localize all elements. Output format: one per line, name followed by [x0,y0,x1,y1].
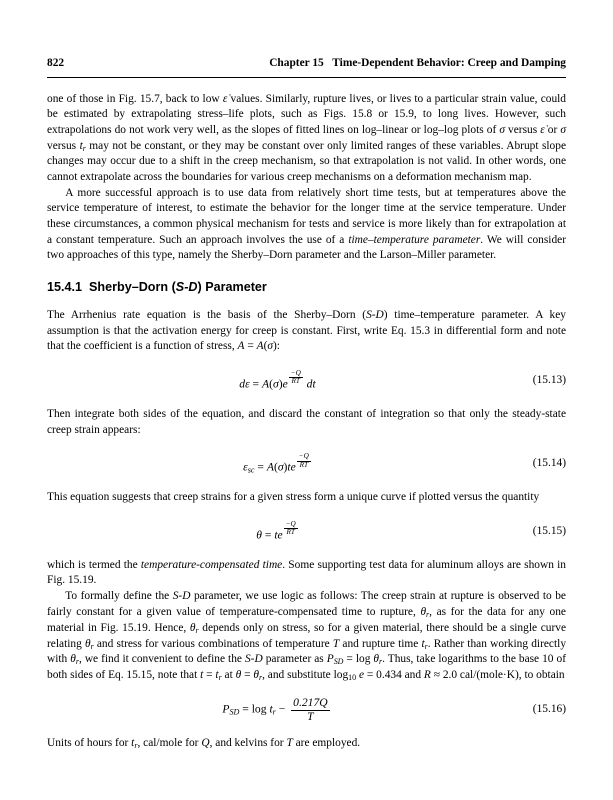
paragraph-arrhenius: The Arrhenius rate equation is the basis of the Sherby–Dorn (S-D) time–temperature parameter. A key assumption is that the activation energy for creep is constant. First, write Eq. 15.3 in differential form and note that the coefficient is a function of stress, A = A(σ): [47,309,566,353]
equation-number: (15.16) [532,703,566,716]
equation-number: (15.13) [532,374,566,387]
equation-body: θ = te $\frac{-Q}{RT}$ [256,519,296,542]
paragraph-temp-compensated-time: which is termed the temperature-compensated time. Some supporting test data for aluminum alloys are shown in Fig. 15.19. [47,558,566,587]
page-body [47,92,566,753]
paragraph-extrapolation: one of those in Fig. 15.7, back to low ε̇ values. Similarly, rupture lives, or lives to a particular strain value, could be estimated by extrapolating stress–life plots, such as Figs. 15.8 or 15.9, to long lives. However, such extrapolations do not work very well, as the slopes of fitted lines on log–linear or log–log plots of σ versus ε̇ or σ versus tr may not be constant, or they may be constant over only limited ranges of these variables. Abrupt slope changes may occur due to a shift in the creep mechanism, so that extrapolation is not valid. In other words, one cannot extrapolate across the boundaries for various creep mechanisms on a deformation mechanism map. [47,92,567,184]
page-number: 822 [47,57,65,69]
paragraph-integrate: Then integrate both sides of the equation, and discard the constant of integration so that only the steady-state creep strain appears: [47,407,566,436]
running-head-chapter-title: Chapter 15 Time-Dependent Behavior: Creep and Damping [269,57,566,69]
paragraph-define-sd-parameter: To formally define the S-D parameter, we use logic as follows: The creep strain at rupture is observed to be fairly constant for a given value of temperature-compensated time to rupture, θr, as for the data for any one material in Fig. 15.19. Hence, θr depends only on stress, so for a given material, there should be a single curve relating θr and stress for various combinations of temperature T and rupture time tr. Rather than working directly with θr, we find it convenient to define the S-D parameter as PSD = log θr. Thus, take logarithms to the base 10 of both sides of Eq. 15.15, note that t = tr at θ = θr, and substitute $\log_{10} e = 0.434$ and R ≈ 2.0 cal/(mole·K), to obtain [47,590,567,683]
equation-body: dε = A(σ)e $\frac{-Q}{RT}$ dt [239,368,316,391]
equation-15-15 [47,517,566,547]
paragraph-short-time-tests: A more successful approach is to use data from relatively short time tests, but at temperatures above the service temperature of interest, to estimate the behavior for the longer time at the service temperature. Under these circumstances, a common physical mechanism for tests and service is more likely than for extrapolation at a constant temperature. Such an approach involves the use of a time–temperature parameter. We will consider two approaches of this type, namely the Sherby–Dorn parameter and the Larson–Miller parameter. [47,186,567,262]
equation-15-13 [47,366,566,396]
paragraph-units: Units of hours for tr, cal/mole for Q, and kelvins for T are employed. [47,737,361,751]
page-header [47,56,566,78]
equation-body: εsc = A(σ)te $\frac{-Q}{RT}$ [243,451,309,475]
equation-body: PSD = log tr − $\frac{0.217Q}{T}$ [222,696,328,723]
section-heading-15-4-1: 15.4.1 Sherby–Dorn (S-D) Parameter [47,279,267,294]
paragraph-unique-curve: This equation suggests that creep strains for a given stress form a unique curve if plotted versus the quantity [47,491,540,504]
equation-number: (15.15) [532,524,566,537]
equation-number: (15.14) [532,457,566,470]
equation-15-16 [47,695,566,725]
equation-15-14 [47,449,566,479]
